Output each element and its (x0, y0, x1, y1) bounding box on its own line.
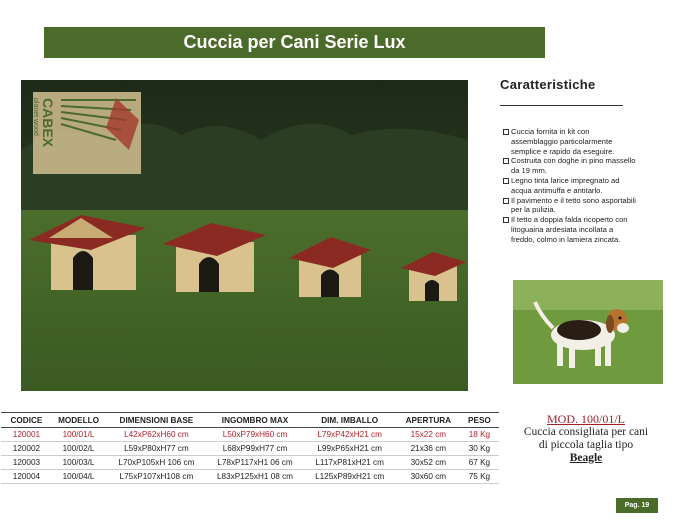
cabex-logo (32, 92, 141, 174)
col-apertura: APERTURA (397, 413, 460, 428)
col-codice: CODICE (1, 413, 52, 428)
beagle-photo (513, 280, 663, 384)
feature-item: Legno tinta larice impregnato ad acqua antimuffa e antitarlo. (503, 176, 638, 196)
feature-item: Cuccia fornita in kit con assemblaggio particolarmente semplice e rapido da eseguire. (503, 127, 638, 156)
model-note (506, 413, 666, 465)
bullet-box-icon (503, 178, 509, 184)
col-dim-imballo: DIM. IMBALLO (302, 413, 396, 428)
features-heading: Caratteristiche (500, 77, 596, 92)
table-row: 120003 100/03/L L70xP105xH 106 cm L78xP117xH1 06 cm L117xP81xH21 cm 30x52 cm 67 Kg (1, 456, 499, 470)
feature-item: Il tetto a doppia falda ricoperto con litoguaina ardesiata incollata a freddo, colmo in lamiera zincata. (503, 215, 638, 244)
model-note-title: MOD. 100/01/L (547, 412, 625, 426)
logo-tagline: planet wood (32, 98, 39, 136)
kennels-photo-art (21, 80, 468, 391)
bullet-box-icon (503, 129, 509, 135)
features-divider (500, 105, 623, 106)
page-title: Cuccia per Cani Serie Lux (183, 32, 406, 52)
col-modello: MODELLO (52, 413, 105, 428)
spec-table (1, 412, 499, 484)
feature-item: Costruita con doghe in pino massello da 19 mm. (503, 156, 638, 176)
table-header-row (1, 413, 499, 428)
beagle-art (513, 280, 663, 384)
bullet-box-icon (503, 217, 509, 223)
col-ingombro-max: INGOMBRO MAX (208, 413, 303, 428)
col-peso: PESO (460, 413, 499, 428)
page-number: Pag. 19 (616, 498, 658, 513)
feature-item: Il pavimento e il tetto sono asportabili per la pulizia. (503, 196, 638, 216)
kennels-photo (21, 80, 468, 391)
bullet-box-icon (503, 198, 509, 204)
bullet-box-icon (503, 158, 509, 164)
model-note-line2: di piccola taglia tipo (538, 439, 634, 451)
col-dimensioni-base: DIMENSIONI BASE (105, 413, 207, 428)
table-row: 120002 100/02/L L59xP80xH77 cm L68xP99xH77 cm L99xP65xH21 cm 21x36 cm 30 Kg (1, 442, 499, 456)
model-note-line1: Cuccia consigliata per cani (523, 426, 649, 438)
table-row: 120004 100/04/L L75xP107xH108 cm L83xP125xH1 08 cm L125xP89xH21 cm 30x60 cm 75 Kg (1, 470, 499, 484)
logo-brand: CABEX (40, 98, 56, 148)
page-title-bar (44, 27, 545, 58)
features-list (503, 127, 638, 245)
table-row: 120001 100/01/L L42xP62xH60 cm L50xP79xH60 cm L79xP42xH21 cm 15x22 cm 18 Kg (1, 428, 499, 442)
model-note-breed: Beagle (569, 452, 603, 464)
